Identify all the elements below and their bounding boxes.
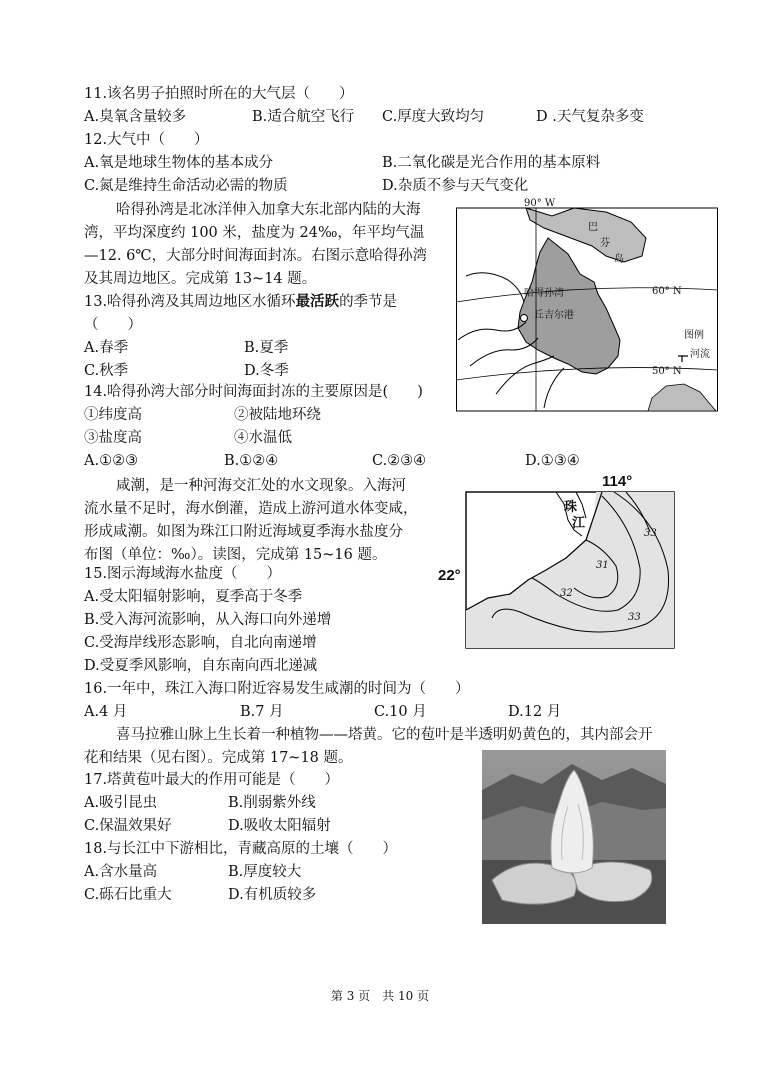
q15-option-a: A.受太阳辐射影响，夏季高于冬季 [84, 589, 303, 605]
q14-item-1: ①纬度高 [84, 407, 142, 423]
hudson-map-island-1: 巴 [588, 222, 598, 233]
q13-paren: （ ） [84, 317, 142, 333]
q14-stem: 14.哈得孙湾大部分时间海面封冻的主要原因是( ) [84, 384, 423, 400]
q15-option-d: D.受夏季风影响，自东南向西北递减 [84, 658, 318, 674]
q15-stem: 15.图示海域海水盐度（ ） [84, 566, 282, 582]
q14-item-4: ④水温低 [234, 430, 292, 446]
salinity-map-contour-31: 31 [596, 560, 609, 571]
q12-option-d: D.杂质不参与天气变化 [382, 178, 529, 194]
hudson-map-port-label: 丘吉尔港 [534, 310, 574, 321]
hudson-map-legend-title: 图例 [684, 330, 704, 341]
q13-option-d: D.冬季 [244, 363, 289, 379]
q15-option-c: C.受海岸线形态影响，自北向南递增 [84, 635, 317, 651]
q15-option-b: B.受入海河流影响，从入海口向外递增 [84, 612, 332, 628]
q14-option-a: A.①②③ [84, 453, 139, 469]
salinity-map-river-1: 珠 [564, 500, 578, 515]
q17-option-b: B.削弱紫外线 [228, 795, 316, 811]
q18-option-c: C.砾石比重大 [84, 887, 172, 903]
plant-intro-line-1: 喜马拉雅山脉上生长着一种植物——塔黄。它的苞叶是半透明奶黄色的，其内部会开 [116, 727, 653, 743]
salt-intro-line-4: 布图（单位：‰）。读图，完成第 15~16 题。 [84, 547, 387, 563]
q16-option-b: B.7 月 [240, 704, 284, 720]
salinity-map-lat: 22° [438, 567, 461, 584]
q13-stem-post: 的季节是 [339, 294, 398, 310]
salinity-map-contour-33b: 33 [628, 612, 641, 623]
q12-stem: 12.大气中（ ） [84, 132, 209, 148]
q14-item-2: ②被陆地环绕 [234, 407, 321, 423]
hudson-map-island-3: 岛 [614, 254, 624, 265]
q16-stem: 16.一年中，珠江入海口附近容易发生咸潮的时间为（ ） [84, 681, 470, 697]
salinity-map-contour-33a: 33 [644, 528, 657, 539]
q13-option-a: A.春季 [84, 340, 129, 356]
salt-intro-line-1: 咸潮，是一种河海交汇处的水文现象。入海河 [116, 478, 406, 494]
salinity-map-river-2: 江 [572, 516, 586, 531]
q18-option-d: D.有机质较多 [228, 887, 317, 903]
hudson-map-lat60: 60° N [652, 286, 682, 297]
hudson-intro-line-4: 及其周边地区。完成第 13~14 题。 [84, 271, 317, 287]
q12-option-b: B.二氧化碳是光合作用的基本原料 [382, 155, 601, 171]
q14-item-3: ③盐度高 [84, 430, 142, 446]
q14-option-d: D.①③④ [525, 453, 580, 469]
q13-stem [84, 292, 397, 312]
q11-option-b: B.适合航空飞行 [252, 109, 355, 125]
hudson-intro-line-3: —12. 6℃，大部分时间海面封冻。右图示意哈得孙湾 [84, 248, 428, 264]
salinity-map-contour-32: 32 [560, 588, 573, 599]
q17-option-a: A.吸引昆虫 [84, 795, 158, 811]
q13-option-b: B.夏季 [244, 340, 289, 356]
q11-stem: 11.该名男子拍照时所在的大气层（ ） [84, 86, 354, 102]
q17-option-d: D.吸收太阳辐射 [228, 818, 331, 834]
q18-option-a: A.含水量高 [84, 864, 158, 880]
q12-option-a: A.氧是地球生物体的基本成分 [84, 155, 274, 171]
q17-stem: 17.塔黄苞叶最大的作用可能是（ ） [84, 772, 340, 788]
salinity-map-lon: 114° [602, 473, 633, 490]
q11-option-a: A.臭氧含量较多 [84, 109, 187, 125]
q16-option-d: D.12 月 [508, 704, 562, 720]
q13-stem-bold: 最活跃 [295, 293, 340, 310]
plant-intro-line-2: 花和结果（见右图）。完成第 17~18 题。 [84, 750, 353, 766]
q16-option-a: A.4 月 [84, 704, 128, 720]
hudson-map-lat50: 50° N [652, 366, 682, 377]
hudson-intro-line-1: 哈得孙湾是北冰洋伸入加拿大东北部内陆的大海 [116, 202, 421, 218]
q14-option-b: B.①②④ [224, 453, 279, 469]
salinity-map-svg [436, 470, 688, 650]
q18-stem: 18.与长江中下游相比，青藏高原的土壤（ ） [84, 841, 398, 857]
rhubarb-photo-svg [482, 750, 666, 924]
hudson-intro-line-2: 湾，平均深度约 100 米，盐度为 24‰，年平均气温 [84, 225, 425, 241]
q16-option-c: C.10 月 [374, 704, 427, 720]
page-footer: 第 3 页 共 10 页 [330, 989, 430, 1003]
q13-option-c: C.秋季 [84, 363, 129, 379]
q18-option-b: B.厚度较大 [228, 864, 302, 880]
hudson-map-bay-label: 哈得孙湾 [524, 288, 564, 299]
q12-option-c: C.氮是维持生命活动必需的物质 [84, 178, 288, 194]
salt-intro-line-3: 形成咸潮。如图为珠江口附近海域夏季海水盐度分 [84, 524, 403, 540]
hudson-bay-map [456, 198, 718, 412]
q14-option-c: C.②③④ [372, 453, 427, 469]
q13-stem-pre: 13.哈得孙湾及其周边地区水循环 [84, 294, 296, 310]
q11-option-d: D .天气复杂多变 [536, 109, 644, 125]
hudson-map-legend-river: 河流 [690, 349, 710, 360]
hudson-map-island-2: 芬 [600, 238, 610, 249]
salt-intro-line-2: 流水量不足时，海水倒灌，造成上游河道水体变咸， [84, 501, 418, 517]
hudson-map-lon-label: 90° W [524, 198, 556, 209]
rhubarb-photo [482, 750, 666, 924]
q17-option-c: C.保温效果好 [84, 818, 172, 834]
salinity-map [436, 470, 688, 650]
q11-option-c: C.厚度大致均匀 [382, 109, 485, 125]
